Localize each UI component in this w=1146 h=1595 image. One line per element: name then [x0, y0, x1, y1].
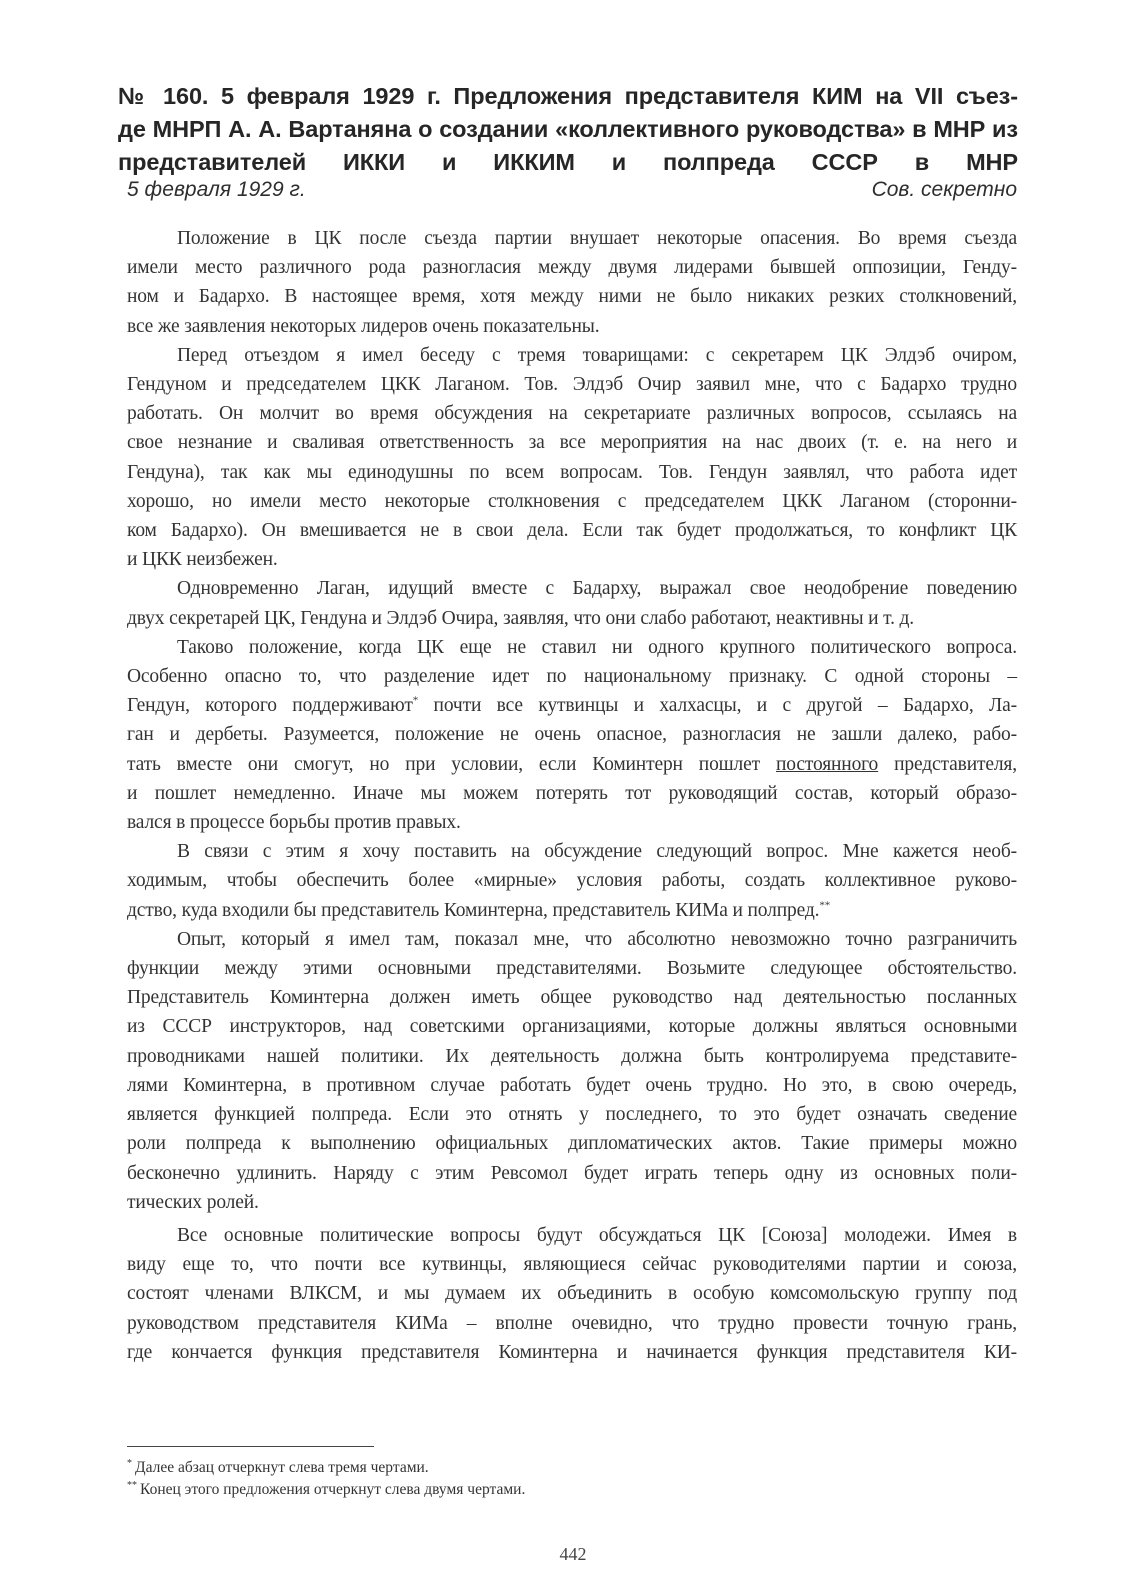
text-line: Гендуна), так как мы единодушны по всем вопросам. Тов. Гендун заявлял, что работа идет: [127, 461, 1017, 483]
footnote-marker: *: [412, 694, 419, 707]
text-line: Таково положение, когда ЦК еще не ставил ни одного крупного политического вопроса.: [177, 636, 1017, 658]
heading-line: де МНРП А. А. Вартаняна о создании «коллективного руководства» в МНР из: [118, 116, 1018, 142]
text-line: функции между этими основными представителями. Возьмите следующее обстоятельство.: [127, 958, 1017, 980]
text-line: проводниками нашей политики. Их деятельность должна быть контролируема представите-: [127, 1045, 1017, 1067]
document-meta: [127, 176, 1017, 208]
text-line: и ЦКК неизбежен.: [127, 549, 278, 571]
text-line: Все основные политические вопросы будут обсуждаться ЦК [Союза] молодежи. Имея в: [177, 1224, 1017, 1246]
text-line: В связи с этим я хочу поставить на обсуждение следующий вопрос. Мне кажется необ-: [177, 841, 1017, 863]
heading-line: № 160. 5 февраля 1929 г. Предложения представителя КИМ на VII съез-: [118, 83, 1018, 109]
text-line: работать. Он молчит во время обсуждения на секретариате различных вопросов, ссылаясь на: [127, 403, 1017, 425]
paragraph: [127, 341, 1017, 575]
text-line: виду еще то, что почти все кутвинцы, являющиеся сейчас руководителями партии и союза,: [127, 1254, 1017, 1276]
text-line: Особенно опасно то, что разделение идет по национальному признаку. С одной стороны –: [127, 666, 1017, 688]
text-line: лями Коминтерна, в противном случае работать будет очень трудно. Но это, в свою очередь,: [127, 1074, 1017, 1096]
text-line: из СССР инструкторов, над советскими организациями, которые должны являться основными: [127, 1016, 1017, 1038]
paragraph: [127, 837, 1017, 925]
text-line: ган и дербеты. Разумеется, положение не очень опасное, разногласия не зашли далеко, рабо-: [127, 724, 1017, 746]
footnote: [127, 1479, 1017, 1501]
text-line: тических ролей.: [127, 1191, 259, 1213]
text-fragment: представителя,: [894, 753, 1017, 775]
footnote-divider: [127, 1446, 374, 1447]
text-line: Представитель Коминтерна должен иметь общее руководство над деятельностью посланных: [127, 987, 1017, 1009]
text-line: где кончается функция представителя Коминтерна и начинается функция представителя КИ-: [127, 1341, 1017, 1363]
page-number: 442: [559, 1544, 587, 1564]
text-line: ходимым, чтобы обеспечить более «мирные» условия работы, создать коллективное руково-: [127, 870, 1017, 892]
document-body: [127, 224, 1017, 1367]
document-date: 5 февраля 1929 г.: [127, 178, 306, 201]
footnote-text: Конец этого предложения отчеркнут слева двумя чертами.: [140, 1481, 526, 1498]
classification-label: Сов. секретно: [871, 178, 1017, 201]
text-line: имели место различного рода разногласия между двумя лидерами бывшей оппозиции, Генду-: [127, 257, 1017, 279]
text-line: Опыт, который я имел там, показал мне, что абсолютно невозможно точно разграничить: [177, 928, 1017, 950]
text-line: вался в процессе борьбы против правых.: [127, 812, 461, 834]
text-line: Перед отъездом я имел беседу с тремя товарищами: с секретарем ЦК Элдэб очиром,: [177, 344, 1017, 366]
footnote-text: Далее абзац отчеркнут слева тремя чертами.: [135, 1459, 429, 1476]
paragraph: [127, 1221, 1017, 1367]
text-line-with-underline: [127, 750, 1017, 779]
paragraph: [127, 925, 1017, 1217]
text-line: роли полпреда к выполнению официальных дипломатических актов. Такие примеры можно: [127, 1133, 1017, 1155]
text-line: Положение в ЦК после съезда партии внушает некоторые опасения. Во время съезда: [177, 228, 1017, 249]
footnote: [127, 1457, 1017, 1479]
text-fragment: Гендун, которого поддерживают: [127, 695, 413, 717]
text-line: свое незнание и сваливая ответственность за все мероприятия на нас двоих (т. е. на него и: [127, 432, 1017, 454]
paragraph: [127, 574, 1017, 632]
heading-line: представителей ИККИ и ИККИМ и полпреда СССР в МНР: [118, 149, 1018, 175]
text-line: ком Бадархо). Он вмешивается не в свои дела. Если так будет продолжаться, то конфликт ЦК: [127, 520, 1017, 542]
footnote-mark: **: [127, 1479, 137, 1491]
document-heading: [118, 80, 1018, 179]
text-line: все же заявления некоторых лидеров очень показательны.: [127, 315, 600, 337]
paragraph: [127, 633, 1017, 837]
text-fragment: дство, куда входили бы представитель Коминтерна, представитель КИМа и полпред.: [127, 899, 820, 921]
text-line: руководством представителя КИМа – вполне очевидно, что трудно провести точную грань,: [127, 1312, 1017, 1334]
text-line-with-footnote: [127, 691, 1017, 720]
text-line: Гендуном и председателем ЦКК Лаганом. Тов. Элдэб Очир заявил мне, что с Бадархо трудно: [127, 374, 1017, 396]
text-line: ном и Бадархо. В настоящее время, хотя между ними не было никаких резких столкновений,: [127, 286, 1017, 308]
text-line: бесконечно удлинить. Наряду с этим Ревсомол будет играть теперь одну из основных поли-: [127, 1162, 1017, 1184]
text-fragment: тать вместе они смогут, но при условии, если Коминтерн пошлет: [127, 753, 761, 775]
footnotes: [127, 1457, 1017, 1501]
text-line: является функцией полпреда. Если это отнять у последнего, то это будет означать сведение: [127, 1104, 1017, 1126]
text-line-with-footnote: [127, 896, 1017, 925]
text-line: Одновременно Лаган, идущий вместе с Бадарху, выражал свое неодобрение поведению: [177, 578, 1017, 600]
text-line: состоят членами ВЛКСМ, и мы думаем их объединить в особую комсомольскую группу под: [127, 1283, 1017, 1305]
text-fragment: почти все кутвинцы и халхасцы, и с другой – Бадархо, Ла-: [433, 695, 1017, 717]
underlined-word: постоянного: [775, 753, 879, 775]
footnote-marker: **: [819, 899, 831, 912]
text-line: двух секретарей ЦК, Гендуна и Элдэб Очира, заявляя, что они слабо работают, неактивны и т. д.: [127, 607, 915, 629]
paragraph: [127, 224, 1017, 341]
text-line: хорошо, но имели место некоторые столкновения с председателем ЦКК Лаганом (сторонни-: [127, 490, 1017, 512]
footnote-mark: *: [127, 1457, 132, 1469]
text-line: и пошлет немедленно. Иначе мы можем потерять тот руководящий состав, который образо-: [127, 782, 1017, 804]
